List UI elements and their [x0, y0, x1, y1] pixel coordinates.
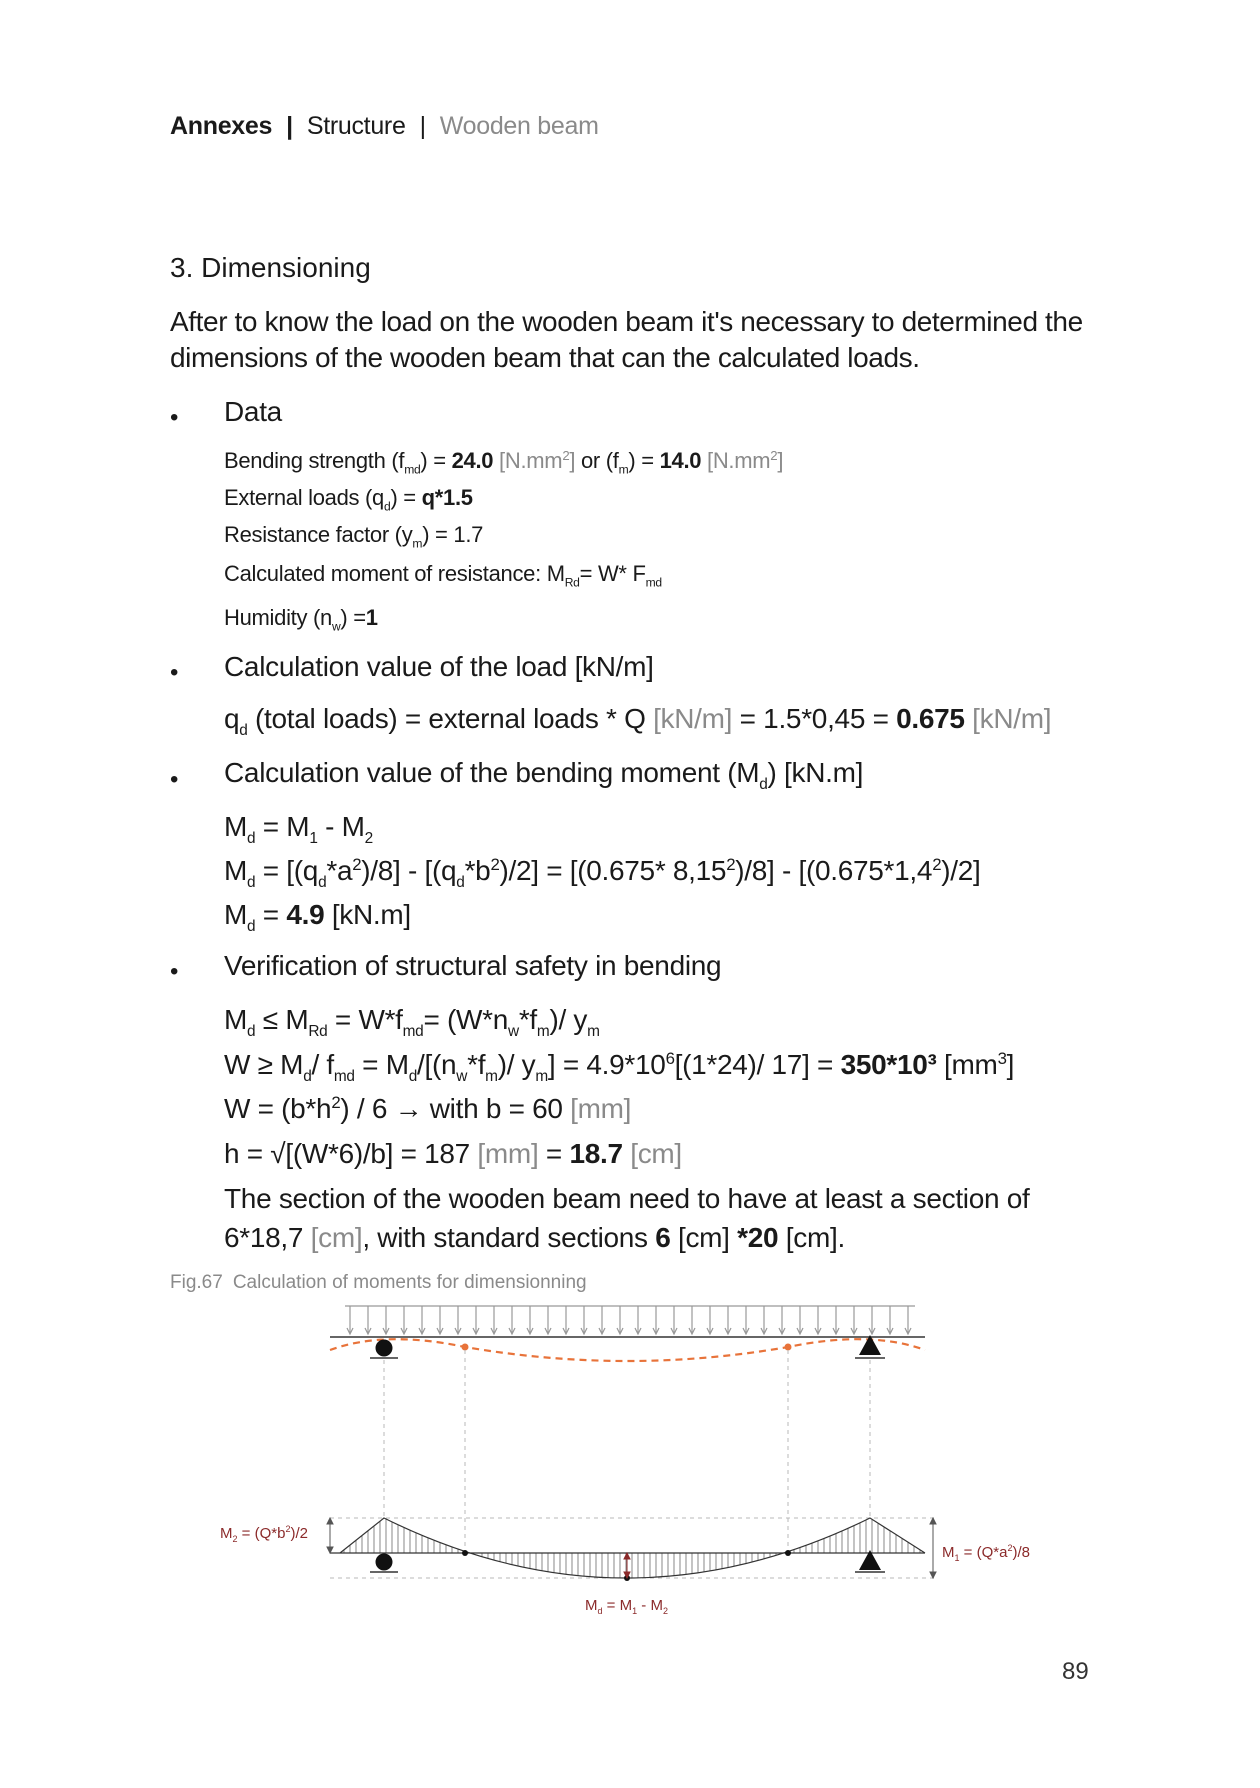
intro-paragraph: After to know the load on the wooden beam it's necessary to determined the dimensions of the wooden beam that can the calculated loads. — [170, 306, 1083, 373]
distributed-load-arrows — [345, 1306, 915, 1334]
data-line-moment-resistance: Calculated moment of resistance: $M_{Rd}= W*$ $F_{md}$ — [224, 561, 662, 590]
inflection-point — [785, 1550, 791, 1556]
data-line-humidity: Humidity $(n_w) =1$ — [224, 605, 378, 634]
moment-hatching — [344, 1519, 920, 1578]
verify-heading: Verification of structural safety in bending — [224, 950, 722, 981]
bullet: • — [170, 958, 179, 985]
roller-support-top-right — [859, 1335, 881, 1355]
pin-support-bottom-left — [376, 1554, 393, 1571]
deflection-curve — [330, 1339, 925, 1361]
m2-label: $M_2 = (Q*b^2)/2$ — [220, 1524, 308, 1544]
moment-heading: Calculation value of the bending moment $(M_d)$ [kN.m] — [224, 757, 864, 793]
breadcrumb-separator: | — [286, 112, 293, 140]
inflection-point — [462, 1550, 468, 1556]
verify-line-3: $W = (b*h^2) / 6$ → with b = 60 [mm] — [224, 1092, 632, 1124]
breadcrumb-wooden-beam: Wooden beam — [439, 112, 599, 140]
dim-arrowhead — [624, 1553, 630, 1559]
moment-line-1: $M_d = M_1 - M_2$ — [224, 811, 373, 847]
bullet: • — [170, 404, 179, 431]
breadcrumb-separator: | — [419, 112, 426, 140]
verify-line-6: 6*18,7 [cm], with standard sections 6 [cm] *20 [cm]. — [224, 1222, 845, 1253]
md-label: $M_d = M_1 - M_2$ — [585, 1597, 668, 1616]
data-line-bending-strength: Bending strength $(f_{md}) = 24.0$ $[N.mm^2]$ or $(f_m) = 14.0$ $[N.mm^2]$ — [224, 448, 784, 477]
moment-line-2: $M_d = [(q_d*a^2)/8] - [(q_d*b^2)/2] = [(0.675*$ $8,15^2)/8] - [(0.675*1,4^2)/2]$ — [224, 854, 981, 891]
section-title: 3. Dimensioning — [170, 252, 371, 283]
dim-arrowhead — [930, 1572, 936, 1578]
dim-arrowhead — [930, 1518, 936, 1524]
dim-arrowhead — [327, 1547, 333, 1553]
breadcrumb-structure: Structure — [306, 112, 406, 140]
m1-label: $M_1 = (Q*a^2)/8$ — [942, 1543, 1030, 1563]
deflection-point — [785, 1344, 792, 1351]
page-number: 89 — [1062, 1658, 1089, 1685]
moment-line-3: $M_d = 4.9$ [kN.m] — [224, 899, 411, 935]
bullet: • — [170, 659, 179, 686]
load-heading: Calculation value of the load [kN/m] — [224, 651, 654, 682]
load-formula: $q_d$ (total loads) = external loads * Q [kN/m] = 1.5*0,45 = 0.675 [kN/m] — [224, 703, 1052, 739]
data-line-external-loads: External loads $(q_d) = q*1.5$ — [224, 485, 473, 514]
verify-line-1: $M_d \le M_{Rd} = W*f_{md}= (W*n_w*f_m)/$ $y_m$ — [224, 1004, 600, 1040]
verify-line-2: $W \ge M_d/$ $f_{md} = M_d/[(n_w*f_m)/$ $y_m] = 4.9*10^6[(1*24)/$ 17] = 350*10³ $[mm^3]$ — [224, 1048, 1015, 1085]
breadcrumb-annexes: Annexes — [170, 112, 273, 140]
verify-line-4: h = √[(W*6)/b] = 187 [mm] = 18.7 [cm] — [224, 1138, 682, 1169]
figure-caption: Fig.67 Calculation of moments for dimensionning — [170, 1272, 587, 1293]
data-heading: Data — [224, 396, 282, 427]
pin-support-top-left — [376, 1340, 393, 1357]
deflection-point — [462, 1344, 469, 1351]
dim-arrowhead — [327, 1518, 333, 1524]
data-line-resistance-factor: Resistance factor $(y_m) = 1.7$ — [224, 522, 484, 551]
bullet: • — [170, 766, 179, 793]
verify-line-5: The section of the wooden beam need to have at least a section of — [224, 1183, 1030, 1214]
